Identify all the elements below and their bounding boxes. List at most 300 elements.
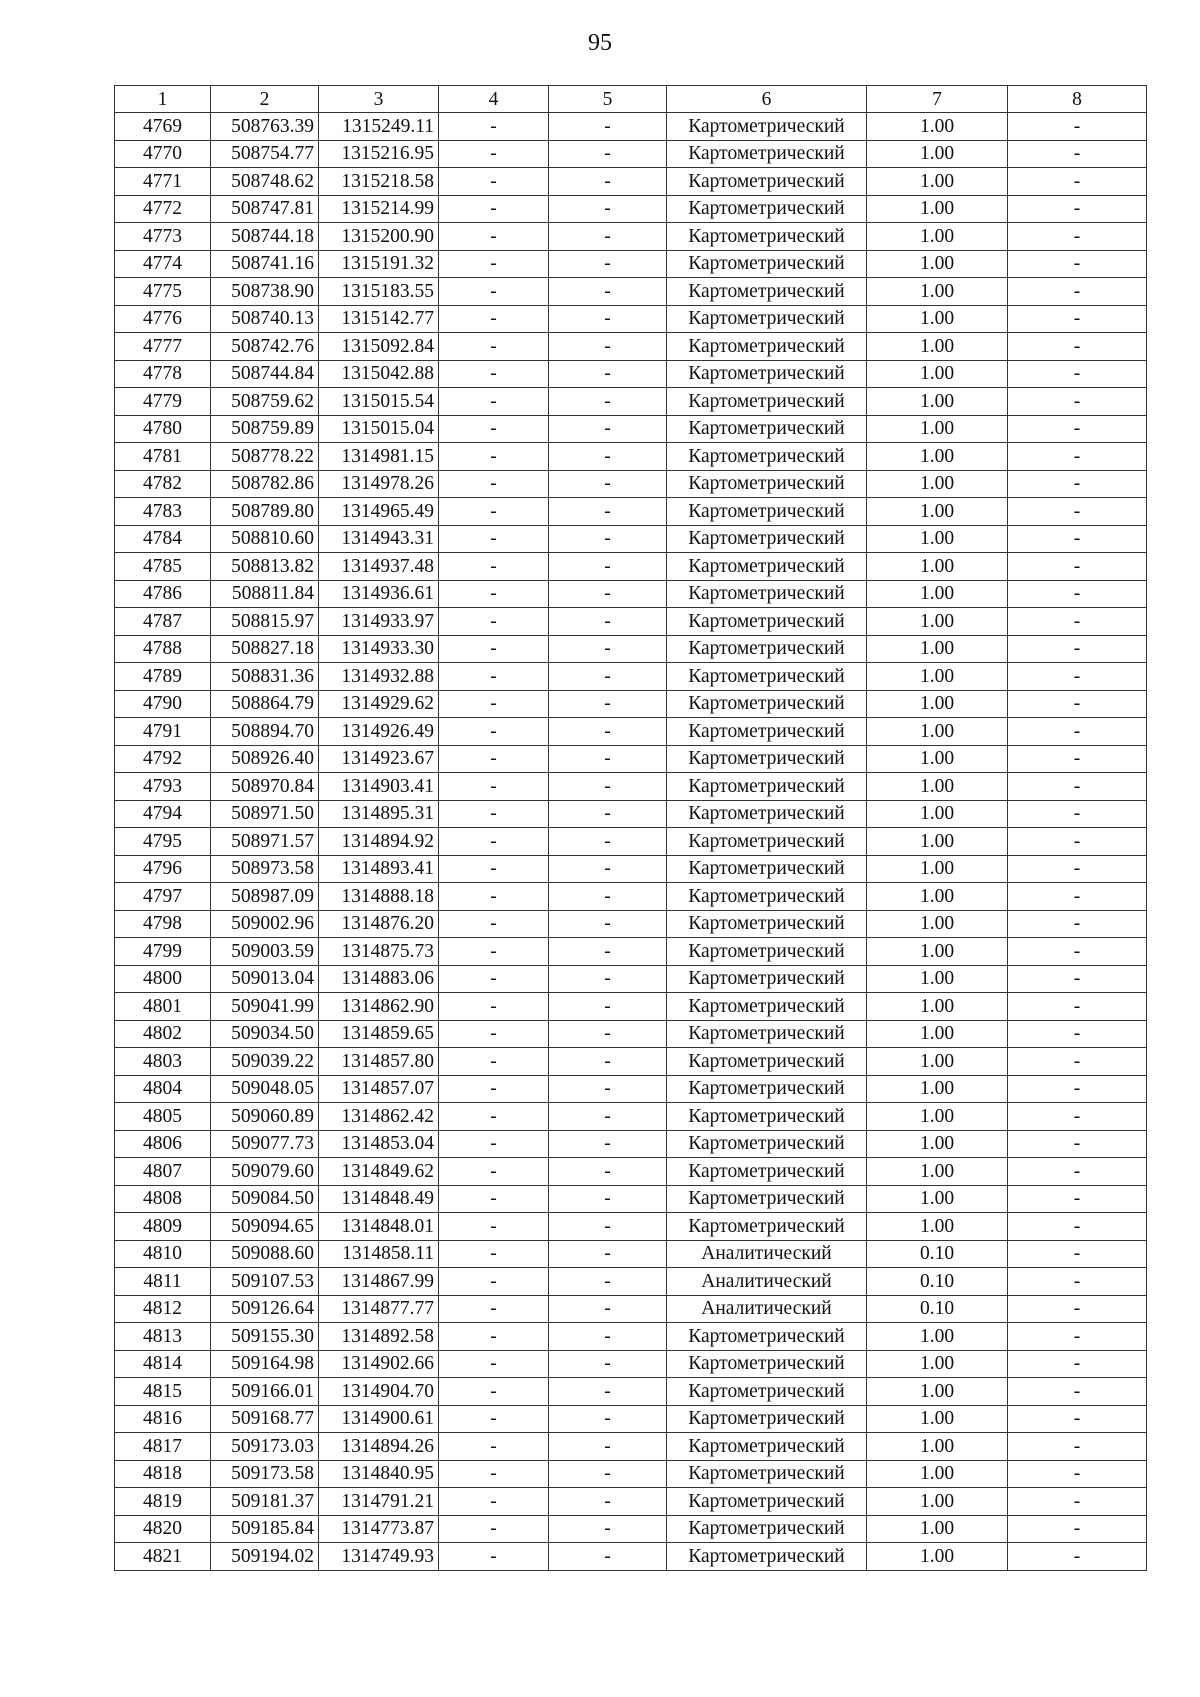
table-row <box>115 855 1147 883</box>
table-row <box>115 1268 1147 1296</box>
accuracy-cell: 1.00 <box>867 773 1008 801</box>
method-cell: Картометрический <box>667 1543 867 1571</box>
x-coordinate-cell: 509013.04 <box>211 965 319 993</box>
x-coordinate-cell: 508970.84 <box>211 773 319 801</box>
column-8-cell: - <box>1008 1323 1147 1351</box>
method-cell: Картометрический <box>667 113 867 141</box>
column-4-cell: - <box>439 883 549 911</box>
column-4-cell: - <box>439 415 549 443</box>
y-coordinate-cell: 1315142.77 <box>319 305 439 333</box>
column-5-cell: - <box>549 1268 667 1296</box>
column-5-cell: - <box>549 1488 667 1516</box>
table-row <box>115 883 1147 911</box>
y-coordinate-cell: 1314904.70 <box>319 1378 439 1406</box>
column-4-cell: - <box>439 1460 549 1488</box>
y-coordinate-cell: 1315249.11 <box>319 113 439 141</box>
column-5-cell: - <box>549 828 667 856</box>
point-number-cell: 4769 <box>115 113 211 141</box>
method-cell: Картометрический <box>667 1378 867 1406</box>
column-4-cell: - <box>439 718 549 746</box>
column-5-cell: - <box>549 305 667 333</box>
column-5-cell: - <box>549 1543 667 1571</box>
y-coordinate-cell: 1314929.62 <box>319 690 439 718</box>
column-4-cell: - <box>439 608 549 636</box>
accuracy-cell: 0.10 <box>867 1295 1008 1323</box>
column-5-cell: - <box>549 223 667 251</box>
column-5-cell: - <box>549 113 667 141</box>
column-8-cell: - <box>1008 360 1147 388</box>
column-header: 2 <box>211 86 319 113</box>
column-header: 1 <box>115 86 211 113</box>
x-coordinate-cell: 508747.81 <box>211 195 319 223</box>
method-cell: Картометрический <box>667 663 867 691</box>
y-coordinate-cell: 1314857.80 <box>319 1048 439 1076</box>
method-cell: Картометрический <box>667 635 867 663</box>
y-coordinate-cell: 1314883.06 <box>319 965 439 993</box>
accuracy-cell: 1.00 <box>867 800 1008 828</box>
column-8-cell: - <box>1008 1075 1147 1103</box>
accuracy-cell: 1.00 <box>867 305 1008 333</box>
table-row <box>115 800 1147 828</box>
column-4-cell: - <box>439 1543 549 1571</box>
column-4-cell: - <box>439 1378 549 1406</box>
column-8-cell: - <box>1008 1020 1147 1048</box>
y-coordinate-cell: 1314857.07 <box>319 1075 439 1103</box>
method-cell: Картометрический <box>667 1515 867 1543</box>
accuracy-cell: 1.00 <box>867 883 1008 911</box>
column-5-cell: - <box>549 910 667 938</box>
point-number-cell: 4789 <box>115 663 211 691</box>
x-coordinate-cell: 508971.57 <box>211 828 319 856</box>
column-4-cell: - <box>439 498 549 526</box>
column-5-cell: - <box>549 580 667 608</box>
accuracy-cell: 1.00 <box>867 993 1008 1021</box>
y-coordinate-cell: 1314965.49 <box>319 498 439 526</box>
table-row <box>115 965 1147 993</box>
x-coordinate-cell: 509084.50 <box>211 1185 319 1213</box>
column-5-cell: - <box>549 1295 667 1323</box>
x-coordinate-cell: 509094.65 <box>211 1213 319 1241</box>
method-cell: Картометрический <box>667 250 867 278</box>
point-number-cell: 4812 <box>115 1295 211 1323</box>
accuracy-cell: 1.00 <box>867 608 1008 636</box>
y-coordinate-cell: 1314877.77 <box>319 1295 439 1323</box>
column-8-cell: - <box>1008 305 1147 333</box>
y-coordinate-cell: 1315214.99 <box>319 195 439 223</box>
method-cell: Картометрический <box>667 608 867 636</box>
accuracy-cell: 1.00 <box>867 1515 1008 1543</box>
method-cell: Картометрический <box>667 140 867 168</box>
column-5-cell: - <box>549 938 667 966</box>
column-5-cell: - <box>549 498 667 526</box>
column-5-cell: - <box>549 718 667 746</box>
point-number-cell: 4783 <box>115 498 211 526</box>
method-cell: Картометрический <box>667 690 867 718</box>
x-coordinate-cell: 508748.62 <box>211 168 319 196</box>
column-4-cell: - <box>439 1130 549 1158</box>
table-row <box>115 663 1147 691</box>
x-coordinate-cell: 508759.62 <box>211 388 319 416</box>
y-coordinate-cell: 1314840.95 <box>319 1460 439 1488</box>
column-4-cell: - <box>439 1405 549 1433</box>
column-5-cell: - <box>549 250 667 278</box>
method-cell: Картометрический <box>667 470 867 498</box>
column-8-cell: - <box>1008 608 1147 636</box>
column-8-cell: - <box>1008 1460 1147 1488</box>
x-coordinate-cell: 508759.89 <box>211 415 319 443</box>
method-cell: Картометрический <box>667 305 867 333</box>
accuracy-cell: 0.10 <box>867 1268 1008 1296</box>
method-cell: Картометрический <box>667 1158 867 1186</box>
column-5-cell: - <box>549 415 667 443</box>
point-number-cell: 4816 <box>115 1405 211 1433</box>
point-number-cell: 4795 <box>115 828 211 856</box>
x-coordinate-cell: 509181.37 <box>211 1488 319 1516</box>
column-8-cell: - <box>1008 1048 1147 1076</box>
point-number-cell: 4804 <box>115 1075 211 1103</box>
column-4-cell: - <box>439 828 549 856</box>
method-cell: Картометрический <box>667 580 867 608</box>
y-coordinate-cell: 1315042.88 <box>319 360 439 388</box>
column-8-cell: - <box>1008 470 1147 498</box>
method-cell: Картометрический <box>667 195 867 223</box>
column-8-cell: - <box>1008 635 1147 663</box>
method-cell: Аналитический <box>667 1240 867 1268</box>
point-number-cell: 4792 <box>115 745 211 773</box>
column-5-cell: - <box>549 388 667 416</box>
accuracy-cell: 0.10 <box>867 1240 1008 1268</box>
column-8-cell: - <box>1008 113 1147 141</box>
method-cell: Картометрический <box>667 1020 867 1048</box>
method-cell: Картометрический <box>667 1185 867 1213</box>
column-5-cell: - <box>549 443 667 471</box>
point-number-cell: 4818 <box>115 1460 211 1488</box>
y-coordinate-cell: 1314926.49 <box>319 718 439 746</box>
table-body <box>115 113 1147 1571</box>
x-coordinate-cell: 509039.22 <box>211 1048 319 1076</box>
method-cell: Картометрический <box>667 1323 867 1351</box>
accuracy-cell: 1.00 <box>867 965 1008 993</box>
y-coordinate-cell: 1314943.31 <box>319 525 439 553</box>
header-row <box>115 86 1147 113</box>
point-number-cell: 4799 <box>115 938 211 966</box>
x-coordinate-cell: 509107.53 <box>211 1268 319 1296</box>
accuracy-cell: 1.00 <box>867 1020 1008 1048</box>
y-coordinate-cell: 1314853.04 <box>319 1130 439 1158</box>
x-coordinate-cell: 509194.02 <box>211 1543 319 1571</box>
point-number-cell: 4791 <box>115 718 211 746</box>
table-row <box>115 1048 1147 1076</box>
column-8-cell: - <box>1008 195 1147 223</box>
column-8-cell: - <box>1008 938 1147 966</box>
x-coordinate-cell: 508810.60 <box>211 525 319 553</box>
accuracy-cell: 1.00 <box>867 1048 1008 1076</box>
y-coordinate-cell: 1314862.90 <box>319 993 439 1021</box>
column-8-cell: - <box>1008 278 1147 306</box>
page-number: 95 <box>588 30 612 56</box>
y-coordinate-cell: 1314876.20 <box>319 910 439 938</box>
x-coordinate-cell: 508973.58 <box>211 855 319 883</box>
accuracy-cell: 1.00 <box>867 635 1008 663</box>
column-8-cell: - <box>1008 745 1147 773</box>
point-number-cell: 4813 <box>115 1323 211 1351</box>
table-row <box>115 1213 1147 1241</box>
table-row <box>115 635 1147 663</box>
y-coordinate-cell: 1315216.95 <box>319 140 439 168</box>
accuracy-cell: 1.00 <box>867 168 1008 196</box>
y-coordinate-cell: 1315092.84 <box>319 333 439 361</box>
table-row <box>115 1075 1147 1103</box>
x-coordinate-cell: 508864.79 <box>211 690 319 718</box>
column-5-cell: - <box>549 278 667 306</box>
x-coordinate-cell: 509048.05 <box>211 1075 319 1103</box>
table-row <box>115 580 1147 608</box>
column-4-cell: - <box>439 993 549 1021</box>
accuracy-cell: 1.00 <box>867 1378 1008 1406</box>
y-coordinate-cell: 1314900.61 <box>319 1405 439 1433</box>
column-5-cell: - <box>549 195 667 223</box>
column-8-cell: - <box>1008 883 1147 911</box>
column-5-cell: - <box>549 663 667 691</box>
y-coordinate-cell: 1315183.55 <box>319 278 439 306</box>
accuracy-cell: 1.00 <box>867 910 1008 938</box>
point-number-cell: 4820 <box>115 1515 211 1543</box>
column-5-cell: - <box>549 1020 667 1048</box>
point-number-cell: 4797 <box>115 883 211 911</box>
column-5-cell: - <box>549 1185 667 1213</box>
method-cell: Картометрический <box>667 883 867 911</box>
point-number-cell: 4794 <box>115 800 211 828</box>
accuracy-cell: 1.00 <box>867 1075 1008 1103</box>
column-8-cell: - <box>1008 388 1147 416</box>
point-number-cell: 4815 <box>115 1378 211 1406</box>
point-number-cell: 4809 <box>115 1213 211 1241</box>
method-cell: Картометрический <box>667 1103 867 1131</box>
column-8-cell: - <box>1008 993 1147 1021</box>
method-cell: Аналитический <box>667 1295 867 1323</box>
column-4-cell: - <box>439 1515 549 1543</box>
method-cell: Картометрический <box>667 333 867 361</box>
y-coordinate-cell: 1315015.54 <box>319 388 439 416</box>
column-8-cell: - <box>1008 800 1147 828</box>
x-coordinate-cell: 508778.22 <box>211 443 319 471</box>
method-cell: Картометрический <box>667 1075 867 1103</box>
table-row <box>115 113 1147 141</box>
method-cell: Картометрический <box>667 415 867 443</box>
column-8-cell: - <box>1008 140 1147 168</box>
column-8-cell: - <box>1008 1405 1147 1433</box>
column-header: 5 <box>549 86 667 113</box>
table-row <box>115 525 1147 553</box>
point-number-cell: 4780 <box>115 415 211 443</box>
method-cell: Картометрический <box>667 828 867 856</box>
column-5-cell: - <box>549 965 667 993</box>
point-number-cell: 4782 <box>115 470 211 498</box>
y-coordinate-cell: 1314848.49 <box>319 1185 439 1213</box>
point-number-cell: 4784 <box>115 525 211 553</box>
table-row <box>115 1515 1147 1543</box>
column-8-cell: - <box>1008 1240 1147 1268</box>
point-number-cell: 4771 <box>115 168 211 196</box>
column-8-cell: - <box>1008 965 1147 993</box>
column-5-cell: - <box>549 1213 667 1241</box>
column-8-cell: - <box>1008 1130 1147 1158</box>
column-4-cell: - <box>439 1185 549 1213</box>
method-cell: Картометрический <box>667 938 867 966</box>
x-coordinate-cell: 509034.50 <box>211 1020 319 1048</box>
column-5-cell: - <box>549 1378 667 1406</box>
column-8-cell: - <box>1008 855 1147 883</box>
column-4-cell: - <box>439 745 549 773</box>
point-number-cell: 4793 <box>115 773 211 801</box>
method-cell: Картометрический <box>667 1488 867 1516</box>
y-coordinate-cell: 1314893.41 <box>319 855 439 883</box>
table-row <box>115 1158 1147 1186</box>
y-coordinate-cell: 1314937.48 <box>319 553 439 581</box>
x-coordinate-cell: 509185.84 <box>211 1515 319 1543</box>
table-row <box>115 333 1147 361</box>
accuracy-cell: 1.00 <box>867 1158 1008 1186</box>
accuracy-cell: 1.00 <box>867 828 1008 856</box>
point-number-cell: 4814 <box>115 1350 211 1378</box>
column-4-cell: - <box>439 223 549 251</box>
point-number-cell: 4800 <box>115 965 211 993</box>
accuracy-cell: 1.00 <box>867 1433 1008 1461</box>
y-coordinate-cell: 1315191.32 <box>319 250 439 278</box>
table-row <box>115 223 1147 251</box>
table-row <box>115 1323 1147 1351</box>
accuracy-cell: 1.00 <box>867 1488 1008 1516</box>
method-cell: Картометрический <box>667 718 867 746</box>
column-5-cell: - <box>549 1075 667 1103</box>
method-cell: Картометрический <box>667 1213 867 1241</box>
method-cell: Картометрический <box>667 278 867 306</box>
column-4-cell: - <box>439 1268 549 1296</box>
x-coordinate-cell: 508742.76 <box>211 333 319 361</box>
column-8-cell: - <box>1008 1158 1147 1186</box>
x-coordinate-cell: 509155.30 <box>211 1323 319 1351</box>
column-5-cell: - <box>549 1433 667 1461</box>
x-coordinate-cell: 508754.77 <box>211 140 319 168</box>
method-cell: Картометрический <box>667 1460 867 1488</box>
accuracy-cell: 1.00 <box>867 745 1008 773</box>
column-8-cell: - <box>1008 250 1147 278</box>
x-coordinate-cell: 509060.89 <box>211 1103 319 1131</box>
column-4-cell: - <box>439 333 549 361</box>
accuracy-cell: 1.00 <box>867 1103 1008 1131</box>
accuracy-cell: 1.00 <box>867 1350 1008 1378</box>
point-number-cell: 4775 <box>115 278 211 306</box>
column-4-cell: - <box>439 580 549 608</box>
accuracy-cell: 1.00 <box>867 415 1008 443</box>
column-8-cell: - <box>1008 690 1147 718</box>
accuracy-cell: 1.00 <box>867 470 1008 498</box>
x-coordinate-cell: 509166.01 <box>211 1378 319 1406</box>
column-4-cell: - <box>439 168 549 196</box>
x-coordinate-cell: 508813.82 <box>211 553 319 581</box>
table-row <box>115 993 1147 1021</box>
table-row <box>115 608 1147 636</box>
table-row <box>115 470 1147 498</box>
point-number-cell: 4781 <box>115 443 211 471</box>
table-row <box>115 1240 1147 1268</box>
table-row <box>115 1460 1147 1488</box>
table-row <box>115 1405 1147 1433</box>
accuracy-cell: 1.00 <box>867 1323 1008 1351</box>
column-5-cell: - <box>549 690 667 718</box>
accuracy-cell: 1.00 <box>867 388 1008 416</box>
table-row <box>115 1543 1147 1571</box>
accuracy-cell: 1.00 <box>867 525 1008 553</box>
column-4-cell: - <box>439 360 549 388</box>
column-4-cell: - <box>439 1240 549 1268</box>
accuracy-cell: 1.00 <box>867 113 1008 141</box>
table-row <box>115 1185 1147 1213</box>
accuracy-cell: 1.00 <box>867 663 1008 691</box>
accuracy-cell: 1.00 <box>867 553 1008 581</box>
table-row <box>115 168 1147 196</box>
column-4-cell: - <box>439 1158 549 1186</box>
method-cell: Картометрический <box>667 910 867 938</box>
point-number-cell: 4802 <box>115 1020 211 1048</box>
accuracy-cell: 1.00 <box>867 443 1008 471</box>
method-cell: Картометрический <box>667 855 867 883</box>
point-number-cell: 4798 <box>115 910 211 938</box>
point-number-cell: 4807 <box>115 1158 211 1186</box>
column-8-cell: - <box>1008 1488 1147 1516</box>
column-8-cell: - <box>1008 553 1147 581</box>
method-cell: Картометрический <box>667 800 867 828</box>
column-4-cell: - <box>439 140 549 168</box>
y-coordinate-cell: 1314867.99 <box>319 1268 439 1296</box>
column-4-cell: - <box>439 800 549 828</box>
column-8-cell: - <box>1008 1103 1147 1131</box>
table-row <box>115 388 1147 416</box>
method-cell: Картометрический <box>667 525 867 553</box>
column-8-cell: - <box>1008 828 1147 856</box>
method-cell: Аналитический <box>667 1268 867 1296</box>
table-row <box>115 1020 1147 1048</box>
column-4-cell: - <box>439 278 549 306</box>
method-cell: Картометрический <box>667 223 867 251</box>
x-coordinate-cell: 508738.90 <box>211 278 319 306</box>
accuracy-cell: 1.00 <box>867 1185 1008 1213</box>
point-number-cell: 4786 <box>115 580 211 608</box>
column-4-cell: - <box>439 1103 549 1131</box>
accuracy-cell: 1.00 <box>867 718 1008 746</box>
column-5-cell: - <box>549 333 667 361</box>
y-coordinate-cell: 1314933.30 <box>319 635 439 663</box>
point-number-cell: 4777 <box>115 333 211 361</box>
accuracy-cell: 1.00 <box>867 278 1008 306</box>
table-row <box>115 278 1147 306</box>
column-5-cell: - <box>549 1323 667 1351</box>
x-coordinate-cell: 508971.50 <box>211 800 319 828</box>
x-coordinate-cell: 509173.03 <box>211 1433 319 1461</box>
x-coordinate-cell: 509164.98 <box>211 1350 319 1378</box>
column-4-cell: - <box>439 773 549 801</box>
column-4-cell: - <box>439 388 549 416</box>
table-row <box>115 498 1147 526</box>
method-cell: Картометрический <box>667 388 867 416</box>
point-number-cell: 4787 <box>115 608 211 636</box>
column-4-cell: - <box>439 690 549 718</box>
method-cell: Картометрический <box>667 1350 867 1378</box>
column-5-cell: - <box>549 773 667 801</box>
column-4-cell: - <box>439 195 549 223</box>
point-number-cell: 4819 <box>115 1488 211 1516</box>
column-5-cell: - <box>549 1158 667 1186</box>
